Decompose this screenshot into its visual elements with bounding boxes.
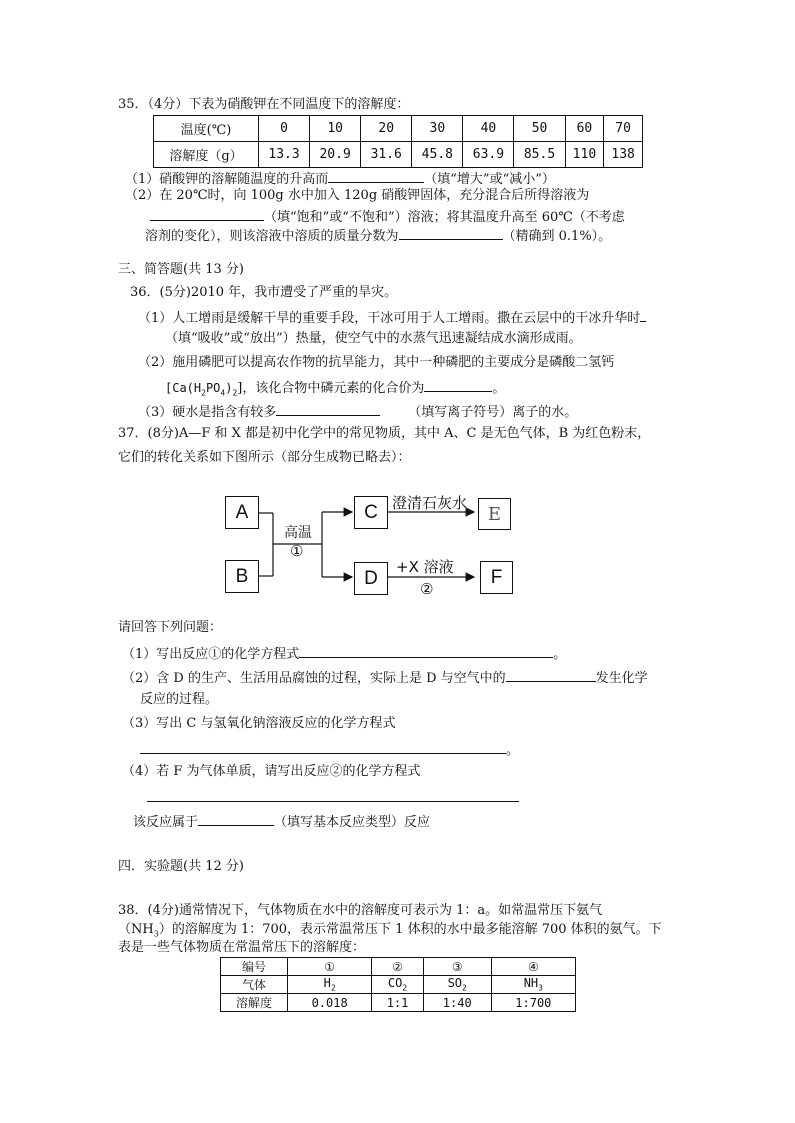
solubility-value: 1:700 xyxy=(491,994,575,1012)
solubility-value: 1:40 xyxy=(423,994,491,1012)
answer-blank[interactable] xyxy=(198,812,274,826)
reaction-number-2: ② xyxy=(420,580,434,598)
temp-cell: 30 xyxy=(412,116,463,142)
q35-part1: （1）硝酸钾的溶解随温度的升高而 （填“增大”或“减小”） xyxy=(125,169,555,188)
node-f: F xyxy=(480,561,513,594)
node-a: A xyxy=(225,496,259,529)
q37-part3: （3）写出 C 与氢氧化钠溶液反应的化学方程式 xyxy=(122,716,396,731)
q37-part2: （2）含 D 的生产、生活用品腐蚀的过程，实际上是 D 与空气中的 发生化学 xyxy=(122,668,648,687)
gas-number: ② xyxy=(372,958,424,976)
temp-cell: 60 xyxy=(565,116,604,142)
temp-cell: 0 xyxy=(259,116,310,142)
gas-formula: $H_2$ xyxy=(288,976,372,994)
solubility-cell: 31.6 xyxy=(361,142,412,168)
q38-line1: 38．(4分)通常情况下，气体物质在水中的溶解度可表示为 1：a。如常温常压下氨气 xyxy=(118,903,603,918)
q37-part3-answer: 。 xyxy=(140,740,519,759)
section-title: 三、简答题(共 13 分) xyxy=(118,262,244,277)
solubility-cell: 85.5 xyxy=(514,142,565,168)
solubility-value: 1:1 xyxy=(372,994,424,1012)
node-c: C xyxy=(354,496,388,529)
temp-row-label: 温度(℃) xyxy=(154,116,259,142)
header-gas: 气体 xyxy=(221,976,288,994)
q35-part2: （2）在 20℃时，向 100g 水中加入 120g 硝酸钾固体，充分混合后所得溶液为 xyxy=(125,188,590,203)
q36-part1-cont: （填“吸收”或“放出”）热量，使空气中的水蒸气迅速凝结成水滴形成雨。 xyxy=(165,331,582,346)
q37-header-cont: 它们的转化关系如下图所示（部分生成物已略去）： xyxy=(118,450,411,465)
gas-formula: $SO_2$ xyxy=(423,976,491,994)
solubility-cell: 13.3 xyxy=(259,142,310,168)
answer-blank[interactable] xyxy=(299,644,553,658)
q37-prompt: 请回答下列问题： xyxy=(118,620,223,635)
q35-part2-cont2: 溶剂的变化），则该溶液中溶质的质量分数为 （精确到 0.1%）。 xyxy=(145,226,611,245)
solubility-cell: 110 xyxy=(565,142,604,168)
header-solubility: 溶解度 xyxy=(221,994,288,1012)
gas-formula: $NH_3$ xyxy=(491,976,575,994)
node-b: B xyxy=(225,560,259,593)
answer-blank[interactable] xyxy=(147,788,519,802)
solubility-cell: 45.8 xyxy=(412,142,463,168)
section-title: 四．实验题(共 12 分) xyxy=(118,859,244,874)
condition-x-solution: +X 溶液 xyxy=(396,558,454,576)
solubility-cell: 63.9 xyxy=(463,142,514,168)
q37-part2-cont: 反应的过程。 xyxy=(140,692,219,707)
node-e: E xyxy=(478,498,511,530)
q36-part2: （2）施用磷肥可以提高农作物的抗旱能力，其中一种磷肥的主要成分是磷酸二氢钙 xyxy=(138,355,615,370)
condition-high-temp: 高温 xyxy=(284,525,312,541)
temp-cell: 10 xyxy=(310,116,361,142)
q37-part4-answer xyxy=(147,788,519,807)
reaction-number-1: ① xyxy=(290,542,304,560)
solubility-cell: 138 xyxy=(604,142,643,168)
answer-blank[interactable] xyxy=(506,668,596,682)
gas-formula: $CO_2$ xyxy=(372,976,424,994)
q37-header: 37．(8分)A—F 和 X 都是初中化学中的常见物质，其中 A、C 是无色气体，B 为红色粉末， xyxy=(118,426,651,441)
temp-cell: 40 xyxy=(463,116,514,142)
gas-number: ④ xyxy=(491,958,575,976)
solubility-value: 0.018 xyxy=(288,994,372,1012)
q37-part1: （1）写出反应①的化学方程式 。 xyxy=(122,644,566,663)
q38-line2: $(NH_3)$的溶解度为 1：700，表示常温常压下 1 体积的水中最多能溶解 700 体积的氨气。下 xyxy=(118,922,662,939)
q37-part4: （4）若 F 为气体单质，请写出反应②的化学方程式 xyxy=(122,764,421,779)
temp-cell: 20 xyxy=(361,116,412,142)
q36-part2-cont: $[Ca(H_2PO_4)_2]$，该化合物中磷元素的化合价为 。 xyxy=(165,378,505,402)
gas-solubility-table xyxy=(220,957,576,1012)
q36-part3: （3）硬水是指含有较多 （填写离子符号）离子的水。 xyxy=(138,402,577,421)
solubility-row-label: 溶解度（g） xyxy=(154,142,259,168)
q38-line3: 表是一些气体物质在常温常压下的溶解度： xyxy=(118,940,366,955)
node-d: D xyxy=(354,562,388,595)
temp-cell: 70 xyxy=(604,116,643,142)
q37-part4-type: 该反应属于 （填写基本反应类型）反应 xyxy=(133,812,430,831)
q36-header: 36．(5分)2010 年，我市遭受了严重的旱灾。 xyxy=(130,285,398,300)
gas-number: ① xyxy=(288,958,372,976)
q36-part1: （1）人工增雨是缓解干旱的重要手段，干冰可用于人工增雨。撒在云层中的干冰升华时 xyxy=(138,308,646,327)
header-number: 编号 xyxy=(221,958,288,976)
solubility-cell: 20.9 xyxy=(310,142,361,168)
q35-header: 35．（4分）下表为硝酸钾在不同温度下的溶解度： xyxy=(118,97,410,112)
answer-blank[interactable] xyxy=(140,740,506,754)
condition-limewater: 澄清石灰水 xyxy=(392,494,468,512)
q35-part2-cont: （填“饱和”或“不饱和”）溶液；将其温度升高至 60℃（不考虑 xyxy=(150,207,625,226)
temp-cell: 50 xyxy=(514,116,565,142)
gas-number: ③ xyxy=(423,958,491,976)
